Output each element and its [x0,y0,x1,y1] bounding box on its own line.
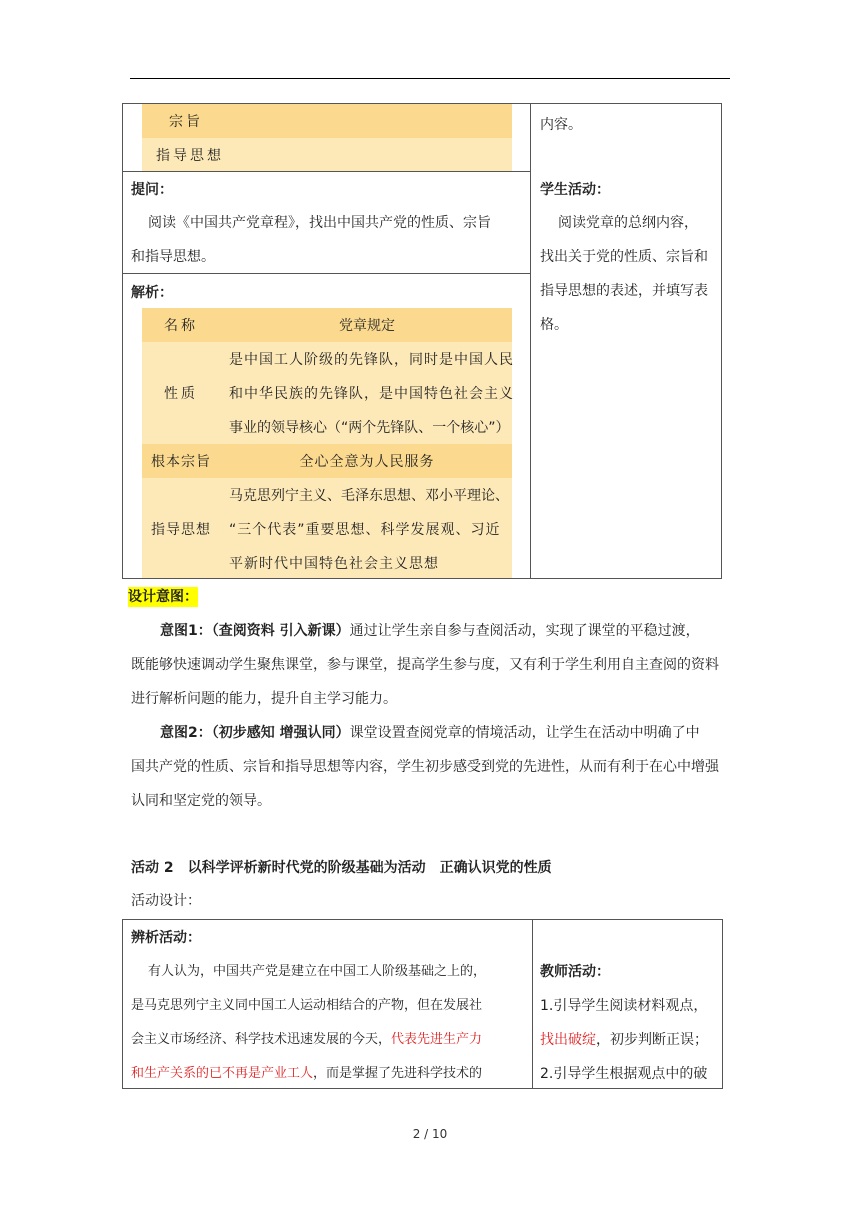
student-activity-label: 学生活动： [540,182,610,198]
table2-line-3-red: 代表先进生产力 [391,1032,483,1047]
table2-line-3 [131,1030,482,1050]
design-intent-label: 设计意图： [128,589,198,605]
teacher-line-2-text: ，初步判断正误； [596,1032,708,1048]
right-top-text: 内容。 [540,117,582,133]
table2-analysis-label: 辨析活动： [131,930,201,946]
teacher-line-1: 1.引导学生阅读材料观点， [540,998,708,1014]
table2-line-1: 有人认为，中国共产党是建立在中国工人阶级基础之上的， [148,964,487,979]
table1-column-divider [530,103,531,579]
intent-2-text-1: 课堂设置查阅党章的情境活动，让学生在活动中明确了中 [349,725,700,741]
question-label: 提问： [131,182,173,198]
teacher-activity-label: 教师活动： [540,964,610,980]
inner-sixiang-line-2: “三个代表”重要思想、科学发展观、习近 [229,522,501,538]
zhidao-label: 指导思想 [156,148,224,164]
inner-xingzhi-line-2: 和中华民族的先锋队，是中国特色社会主义 [229,386,514,402]
inner-xingzhi-label: 性质 [164,386,198,402]
intent-2-line-2: 国共产党的性质、宗旨和指导思想等内容，学生初步感受到党的先进性，从而有利于在心中增强 [131,759,719,775]
intent-1-line-3: 进行解析问题的能力，提升自主学习能力。 [131,691,397,707]
inner-header-name: 名称 [164,318,198,334]
inner-zongzhi-label: 根本宗旨 [151,454,211,470]
teacher-line-3: 2.引导学生根据观点中的破 [540,1066,708,1082]
teacher-line-2 [540,1030,708,1050]
inner-header-rule: 党章规定 [339,318,395,334]
question-line-1: 阅读《中国共产党章程》，找出中国共产党的性质、宗旨 [148,215,491,231]
intent-2-label: 意图2：（初步感知 增强认同） [160,725,350,741]
activity-2-title: 活动 2 以科学评析新时代党的阶级基础为活动 正确认识党的性质 [131,860,552,876]
intent-1-text-1: 通过让学生亲自参与查阅活动，实现了课堂的平稳过渡， [349,623,700,639]
activity-design-label: 活动设计： [131,893,201,909]
table1-row-divider-2 [122,273,531,274]
intent-1-line-2: 既能够快速调动学生聚焦课堂，参与课堂，提高学生参与度，又有利于学生利用自主查阅的资料 [131,657,719,673]
intent-2-line-1 [160,723,700,743]
student-line-4: 格。 [540,317,568,333]
student-line-1: 阅读党章的总纲内容， [558,215,698,231]
inner-sixiang-label: 指导思想 [151,522,211,538]
table2-line-4 [131,1064,482,1084]
inner-xingzhi-line-1: 是中国工人阶级的先锋队，同时是中国人民 [229,352,514,368]
inner-sixiang-line-3: 平新时代中国特色社会主义思想 [229,556,439,572]
table2-line-4-text: ，而是掌握了先进科学技术的 [313,1066,483,1081]
intent-1-line-1 [160,621,700,641]
table2-line-3-text: 会主义市场经济、科学技术迅速发展的今天， [131,1032,392,1047]
table2-line-2: 是马克思列宁主义同中国工人运动相结合的产物，但在发展社 [131,998,483,1013]
inner-zongzhi-text: 全心全意为人民服务 [299,454,435,470]
inner-sixiang-line-1: 马克思列宁主义、毛泽东思想、邓小平理论、 [229,488,509,504]
inner-xingzhi-line-3: 事业的领导核心（“两个先锋队、一个核心”） [229,420,510,436]
student-line-2: 找出关于党的性质、宗旨和 [540,249,708,265]
student-line-3: 指导思想的表述，并填写表 [540,283,708,299]
teacher-line-2-red: 找出破绽 [540,1032,596,1048]
header-rule [130,78,730,79]
table2-column-divider [532,919,533,1089]
zongzhi-label: 宗旨 [169,114,203,130]
table1-row-divider-1 [122,171,531,172]
intent-2-line-3: 认同和坚定党的领导。 [131,793,271,809]
page-number: 2 / 10 [412,1127,448,1141]
analysis-label: 解析： [131,285,173,301]
table2-line-4-red: 和生产关系的已不再是产业工人 [131,1066,314,1081]
question-line-2: 和指导思想。 [131,249,215,265]
intent-1-label: 意图1：（查阅资料 引入新课） [160,623,350,639]
